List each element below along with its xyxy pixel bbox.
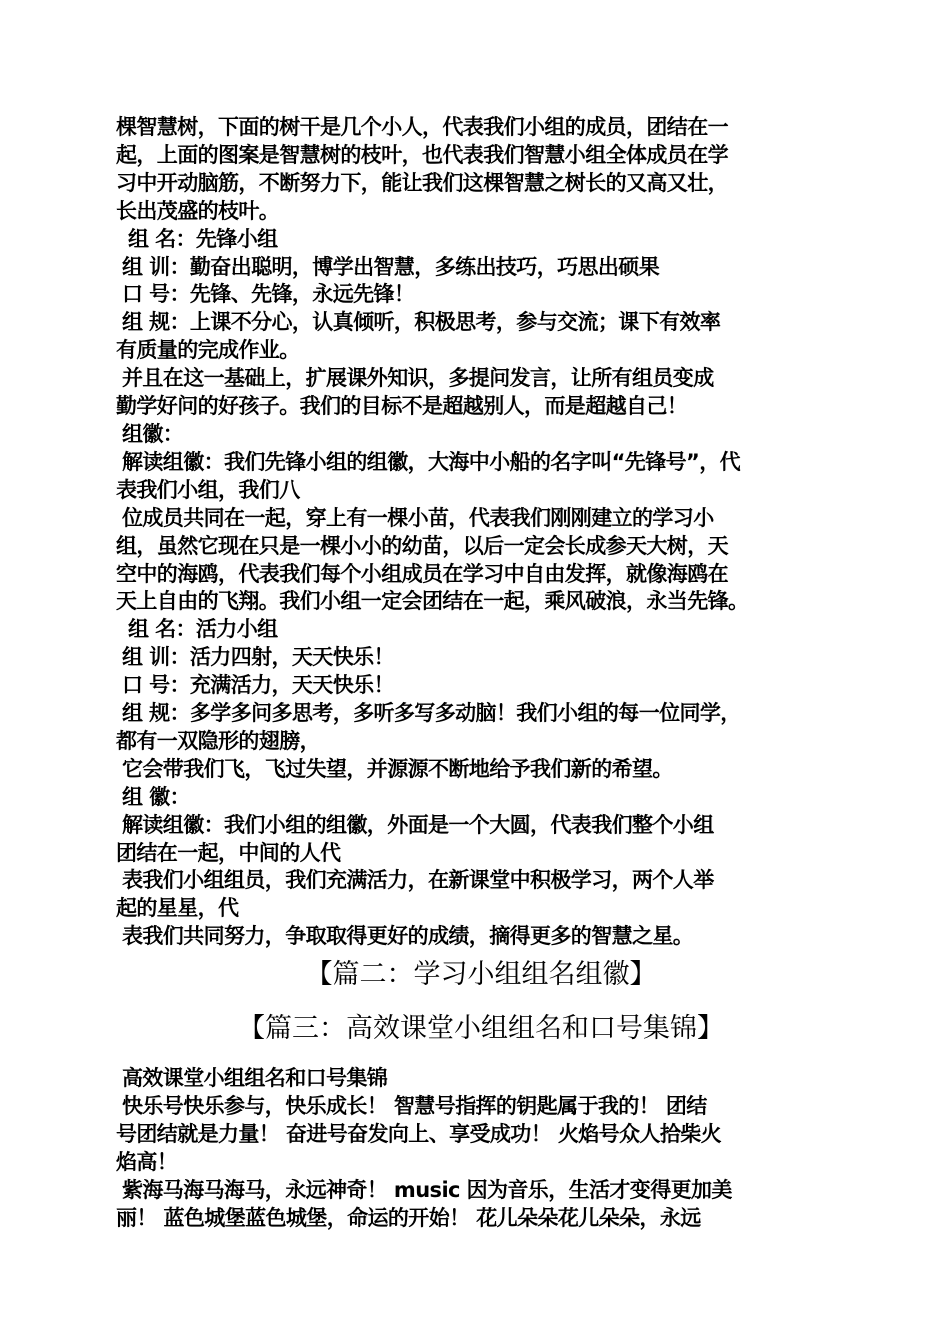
text-line: 棵智慧树，下面的树干是几个小人，代表我们小组的成员，团结在一 [116, 115, 728, 139]
text-line: 解读组徽：我们先锋小组的组徽，大海中小船的名字叫“先锋号”，代 [122, 449, 741, 474]
text-line: 组 徽： [122, 784, 190, 809]
text-line: 表我们共同努力，争取取得更好的成绩，摘得更多的智慧之星。 [122, 924, 694, 949]
document-page [116, 114, 846, 1233]
text-line: 起的星星，代 [116, 896, 239, 921]
text-line: 高效课堂小组组名和口号集锦 [122, 1066, 388, 1091]
text-line: 组 训：活力四射，天天快乐！ [122, 645, 394, 670]
text-line: 并且在这一基础上，扩展课外知识，多提问发言，让所有组员变成 [122, 366, 714, 391]
section-three-text [116, 1065, 846, 1232]
heading-part-three: 【篇三：高效课堂小组组名和口号集锦】 [238, 1013, 724, 1045]
text-line: 天上自由的飞翔。我们小组一定会团结在一起，乘风破浪，永当先锋。 [116, 589, 749, 614]
text-line: 组 规：上课不分心，认真倾听，积极思考，参与交流；课下有效率 [122, 310, 721, 335]
text-line: 有质量的完成作业。 [116, 338, 300, 363]
text-line: 勤学好问的好孩子。我们的目标不是超越别人，而是超越自己！ [116, 394, 688, 419]
text-line: 组 训：勤奋出聪明，博学出智慧，多练出技巧，巧思出硕果 [122, 254, 660, 279]
text-line: 习中开动脑筋，不断努力下，能让我们这棵智慧之树长的又高又壮， [116, 170, 728, 195]
text-line: 都有一双隐形的翅膀， [116, 728, 320, 753]
text-line: 空中的海鸥，代表我们每个小组成员在学习中自由发挥，就像海鸥在 [116, 561, 728, 586]
text-line: 表我们小组组员，我们充满活力，在新课堂中积极学习，两个人举 [122, 868, 714, 893]
text-line: 口 号：充满活力，天天快乐！ [122, 673, 394, 698]
text-line: 组 名：先锋小组 [128, 226, 278, 251]
text-line: 解读组徽：我们小组的组徽，外面是一个大圆，代表我们整个小组 [122, 812, 714, 837]
text-line: 团结在一起，中间的人代 [116, 840, 341, 865]
text-line: 位成员共同在一起，穿上有一棵小苗，代表我们刚刚建立的学习小 [122, 505, 714, 530]
heading-part-two: 【篇二：学习小组组名组徽】 [305, 959, 657, 991]
text-line: 它会带我们飞，飞过失望，并源源不断地给予我们新的希望。 [122, 756, 673, 781]
text-line: 丽！ 蓝色城堡蓝色城堡，命运的开始！ 花儿朵朵花儿朵朵，永远 [116, 1205, 701, 1230]
text-line: 组 名：活力小组 [128, 617, 278, 642]
text-line: 快乐号快乐参与，快乐成长！ 智慧号指挥的钥匙属于我的！ 团结 [122, 1094, 707, 1119]
text-line: 紫海马海马海马，永远神奇！ music 因为音乐，生活才变得更加美 [122, 1177, 732, 1202]
text-line: 焰高！ [116, 1149, 178, 1174]
text-line: 表我们小组，我们八 [116, 477, 300, 502]
section-one-text [116, 114, 846, 951]
text-line: 起，上面的图案是智慧树的枝叶，也代表我们智慧小组全体成员在学 [116, 142, 728, 167]
text-line: 组徽： [122, 421, 184, 446]
text-line: 组 规：多学多问多思考，多听多写多动脑！我们小组的每一位同学， [122, 701, 741, 726]
text-line: 号团结就是力量！ 奋进号奋发向上、享受成功！ 火焰号众人拾柴火 [116, 1122, 722, 1146]
text-line: 口 号：先锋、先锋，永远先锋！ [122, 282, 415, 307]
text-line: 长出茂盛的枝叶。 [116, 198, 280, 223]
text-line: 组，虽然它现在只是一棵小小的幼苗，以后一定会长成参天大树，天 [116, 533, 728, 558]
